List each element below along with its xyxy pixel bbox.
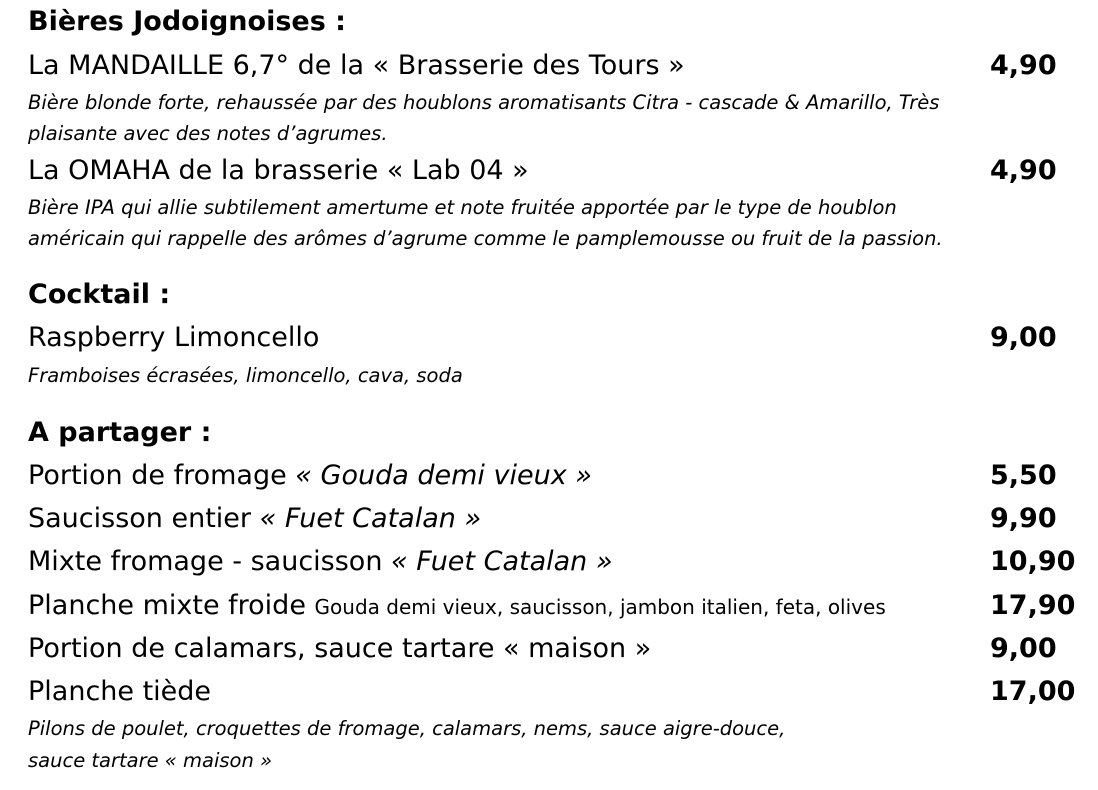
item-price: 4,90 [990, 50, 1057, 81]
item-name: La OMAHA de la brasserie « Lab 04 » [28, 155, 529, 186]
description-line: plaisante avec des notes d’agrumes. [28, 122, 388, 145]
item-name: Raspberry Limoncello [28, 322, 320, 353]
item-price: 9,00 [990, 322, 1057, 353]
item-price: 9,00 [990, 633, 1057, 664]
item-description [28, 192, 943, 254]
menu-item-portion-fromage [28, 454, 1088, 497]
item-price: 10,90 [990, 546, 1076, 577]
item-name: Portion de calamars, sauce tartare « maison » [28, 633, 652, 664]
description-line: américain qui rappelle des arômes d’agrume comme le pamplemousse ou fruit de la passion. [28, 227, 943, 250]
section-title: Cocktail : [28, 279, 171, 310]
item-name: Planche tiède [28, 676, 212, 707]
item-description [28, 87, 939, 149]
menu-item-planche-mixte-froide [28, 584, 1088, 627]
item-price: 17,90 [990, 590, 1076, 621]
menu-item-omaha [28, 149, 1088, 192]
menu-item-planche-tiede [28, 670, 1088, 713]
description-line: Pilons de poulet, croquettes de fromage, calamars, nems, sauce aigre-douce, [28, 717, 786, 740]
description-line: Framboises écrasées, limoncello, cava, soda [28, 364, 463, 387]
item-price: 9,90 [990, 503, 1057, 534]
section-title: A partager : [28, 417, 212, 448]
menu-item-portion-calamars [28, 627, 1088, 670]
item-name: Planche mixte froide [28, 590, 315, 621]
item-name: Portion de fromage [28, 460, 296, 491]
item-name: Mixte fromage - saucisson [28, 546, 392, 577]
item-name: Saucisson entier [28, 503, 260, 534]
section-title: Bières Jodoignoises : [28, 6, 346, 37]
section-bieres [28, 0, 346, 44]
item-name: La MANDAILLE 6,7° de la « Brasserie des Tours » [28, 50, 685, 81]
item-price: 4,90 [990, 155, 1057, 186]
item-price: 17,00 [990, 676, 1076, 707]
item-name-italic: « Gouda demi vieux » [295, 460, 592, 491]
description-line: sauce tartare « maison » [28, 749, 273, 772]
item-description [28, 713, 785, 777]
description-line: Bière blonde forte, rehaussée par des houblons aromatisants Citra - cascade & Amarillo, Très [28, 91, 940, 114]
item-description [28, 360, 463, 391]
menu-item-saucisson-entier [28, 497, 1088, 540]
menu-item-raspberry-limoncello [28, 316, 1088, 359]
description-line: Bière IPA qui allie subtilement amertume et note fruitée apportée par le type de houblon [28, 196, 897, 219]
item-name-italic: « Fuet Catalan » [259, 503, 482, 534]
menu-item-mandaille [28, 44, 1088, 87]
item-name-detail: Gouda demi vieux, saucisson, jambon italien, feta, olives [314, 595, 886, 619]
item-price: 5,50 [990, 460, 1057, 491]
item-name-italic: « Fuet Catalan » [391, 546, 613, 577]
menu-item-mixte-fromage-saucisson [28, 540, 1088, 583]
